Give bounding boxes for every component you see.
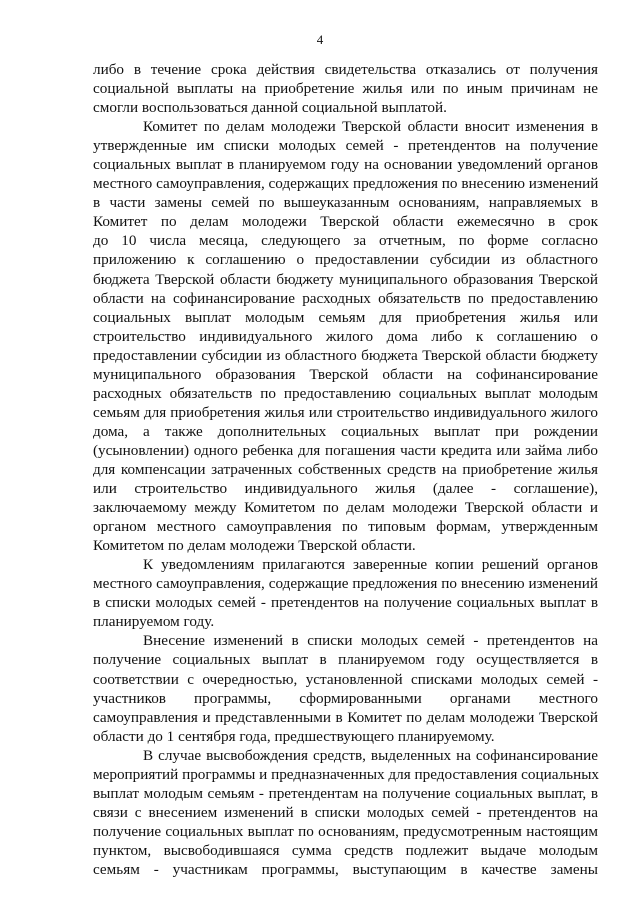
text-line: области до 1 сентября года, предшествующего планируемому. (93, 727, 495, 745)
text-line: соответствии с очередностью, установленной списками молодых семей - (93, 670, 598, 688)
text-line: пунктом, высвободившаяся сумма средств подлежит выдаче молодым (93, 841, 598, 859)
paragraph (93, 60, 598, 117)
text-line: местного самоуправления, содержащих предложения по внесению изменений (93, 175, 599, 193)
text-line: самоуправления и представленными в Комитет по делам молодежи Тверской (93, 708, 598, 726)
text-line: социальной выплаты на приобретение жилья или по иным причинам не (93, 80, 598, 98)
paragraph (93, 555, 598, 631)
text-line: утвержденные им списки молодых семей - претендентов на получение (93, 137, 598, 155)
text-line: местного самоуправления, содержащие предложения по внесению изменений (93, 575, 598, 593)
text-line: мероприятий программы и предназначенных для предоставления социальных (93, 765, 600, 783)
text-line: участников программы, сформированными органами местного (93, 689, 598, 707)
text-line: В случае высвобождения средств, выделенных на софинансирование (143, 746, 598, 764)
text-line: социальных выплат в планируемом году на основании уведомлений органов (93, 156, 598, 174)
text-line: предоставлении субсидии из областного бюджета Тверской области бюджету (93, 346, 598, 364)
text-line: области на софинансирование расходных обязательств по предоставлению (93, 289, 598, 307)
text-line: семьям - участникам программы, выступающим в качестве замены (93, 860, 598, 878)
text-line: Комитет по делам молодежи Тверской области ежемесячно в срок (93, 213, 598, 231)
text-line: приложению к соглашению о предоставлении субсидии из областного (93, 251, 598, 269)
text-line: Комитетом по делам молодежи Тверской области. (93, 537, 416, 555)
text-line: К уведомлениям прилагаются заверенные копии решений органов (143, 556, 598, 574)
text-line: смогли воспользоваться данной социальной выплатой. (93, 99, 447, 117)
text-line: расходных обязательств по предоставлению социальных выплат молодым (93, 384, 598, 402)
text-line: выплат молодым семьям - претендентам на получение социальных выплат, в (93, 784, 598, 802)
text-line: либо в течение срока действия свидетельства отказались от получения (93, 61, 598, 78)
text-line: планируемом году. (93, 613, 215, 631)
text-line: получение социальных выплат по основаниям, предусмотренным настоящим (93, 822, 598, 840)
text-line: органом местного самоуправления по типовым формам, утвержденным (93, 518, 598, 536)
text-line: муниципального образования Тверской области на софинансирование (93, 365, 598, 383)
text-line: бюджета Тверской области бюджету муниципального образования Тверской (93, 270, 598, 288)
text-line: связи с внесением изменений в списки молодых семей - претендентов на (93, 803, 598, 821)
text-line: семьям для приобретения жилья или строительство индивидуального жилого (93, 403, 598, 421)
page-number: 4 (316, 32, 324, 47)
document-body (93, 60, 598, 879)
paragraph (93, 746, 598, 879)
text-line: социальных выплат молодым семьям для приобретения жилья или (93, 308, 598, 326)
paragraph (93, 117, 598, 555)
text-line: до 10 числа месяца, следующего за отчетным, по форме согласно (93, 232, 598, 250)
paragraph (93, 631, 598, 745)
text-line: Комитет по делам молодежи Тверской области вносит изменения в (143, 118, 598, 136)
text-line: заключаемому между Комитетом по делам молодежи Тверской области и (93, 499, 598, 517)
text-line: дома, а также дополнительных социальных выплат при рождении (93, 422, 598, 440)
text-line: строительство индивидуального жилого дома либо к соглашению о (93, 327, 598, 345)
text-line: в списки молодых семей - претендентов на получение социальных выплат в (93, 594, 598, 612)
text-line: или строительство индивидуального жилья (далее - соглашение), (93, 480, 598, 498)
text-line: получение социальных выплат в планируемом году осуществляется в (93, 651, 598, 669)
text-line: (усыновлении) одного ребенка для погашения части кредита или займа либо (93, 441, 598, 459)
text-line: для компенсации затраченных собственных средств на приобретение жилья (93, 460, 598, 478)
text-line: в части замены семей по вышеуказанным основаниям, направляемых в (93, 194, 598, 212)
text-line: Внесение изменений в списки молодых семей - претендентов на (143, 632, 598, 650)
